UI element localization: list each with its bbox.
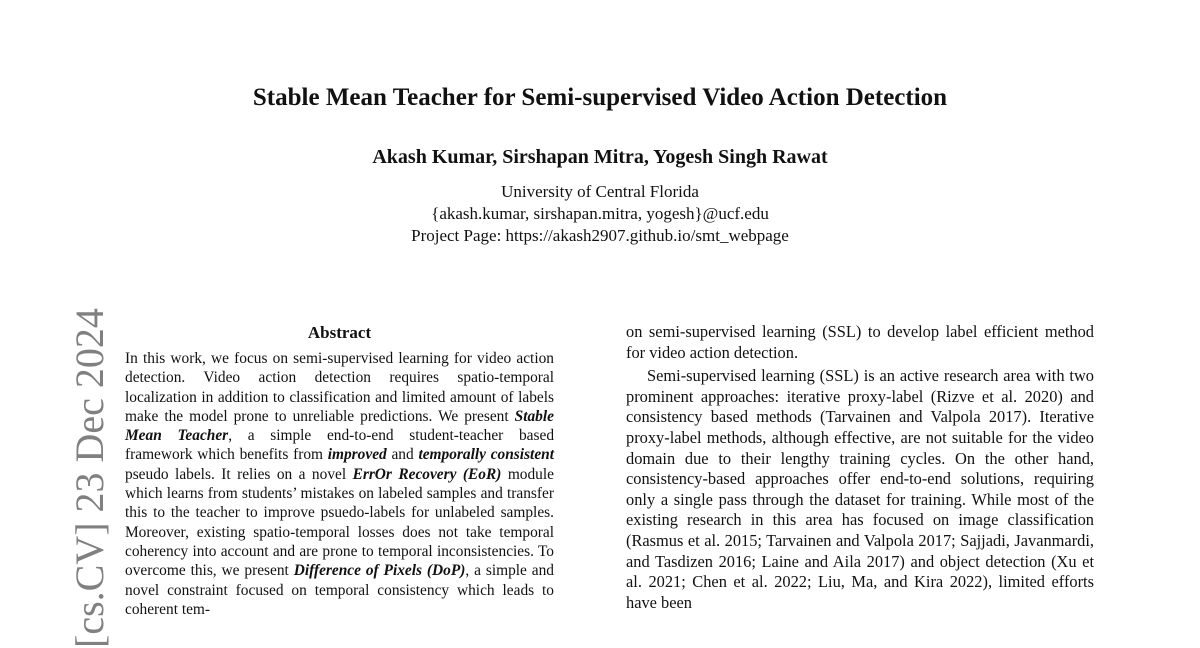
- arxiv-stamp: [28, 300, 112, 648]
- abstract-text-segment: In this work, we focus on semi-supervised learning for video action detection. Video action detection requires spatio-temporal localization in addition to classification and limited amount of labels make the model prone to unreliable predictions. We present: [125, 350, 554, 425]
- abstract-text-segment: pseudo labels. It relies on a novel: [125, 465, 353, 483]
- intro-paragraph-ssl: Semi-supervised learning (SSL) is an active research area with two prominent approaches: iterative proxy-label (Rizve et al. 2020) and consistency based methods (Tarvainen and Valpola 2017). Iterative proxy-label methods, although effective, are not suitable for the video domain due to their lengthy training cycles. On the other hand, consistency-based approaches offer end-to-end solutions, requiring only a single pass through the dataset for training. While most of the existing research in this area has focused on image classification (Rasmus et al. 2015; Tarvainen and Valpola 2017; Sajjadi, Javanmardi, and Tasdizen 2016; Laine and Aila 2017) and object detection (Xu et al. 2021; Chen et al. 2022; Liu, Ma, and Kira 2022), limited efforts have been: [626, 366, 1094, 612]
- author-emails: {akash.kumar, sirshapan.mitra, yogesh}@ucf.edu: [431, 204, 769, 223]
- abstract-text-segment: and: [386, 446, 419, 464]
- abstract-text: [125, 349, 554, 619]
- abstract-text-segment: , a simple end-to-end student-teacher based framework which benefits from: [125, 427, 555, 464]
- improved-emphasis: improved: [327, 446, 387, 464]
- dop-constraint-emphasis: Difference of Pixels (DoP): [293, 562, 466, 580]
- author-list: Akash Kumar, Sirshapan Mitra, Yogesh Singh Rawat: [372, 146, 828, 168]
- left-column: [125, 322, 554, 619]
- intro-paragraph-continued: on semi-supervised learning (SSL) to develop label efficient method for video action detection.: [626, 322, 1094, 362]
- temporally-consistent-emphasis: temporally consistent: [418, 446, 554, 464]
- paper-title: Stable Mean Teacher for Semi-supervised Video Action Detection: [252, 84, 948, 111]
- right-column: [626, 322, 1094, 613]
- abstract-heading: Abstract: [307, 323, 372, 342]
- method-name-emphasis: Stable Mean Teacher: [125, 407, 554, 445]
- abstract-text-segment: , a simple and novel constraint focused on temporal consistency which leads to coherent tem-: [125, 562, 555, 618]
- arxiv-stamp-text: [cs.CV] 23 Dec 2024: [67, 308, 112, 648]
- abstract-text-segment: module which learns from students’ mistakes on labeled samples and transfer this to the teacher to improve psuedo-labels for unlabeled samples. Moreover, existing spatio-temporal losses does not take temporal coherency into account and are prone to temporal inconsistencies. To overcome this, we present: [125, 465, 554, 580]
- eor-module-emphasis: ErrOr Recovery (EoR): [352, 465, 502, 483]
- project-page-link[interactable]: Project Page: https://akash2907.github.io/smt_webpage: [411, 226, 789, 245]
- affiliation-block: [0, 181, 1200, 247]
- affiliation: University of Central Florida: [501, 182, 699, 201]
